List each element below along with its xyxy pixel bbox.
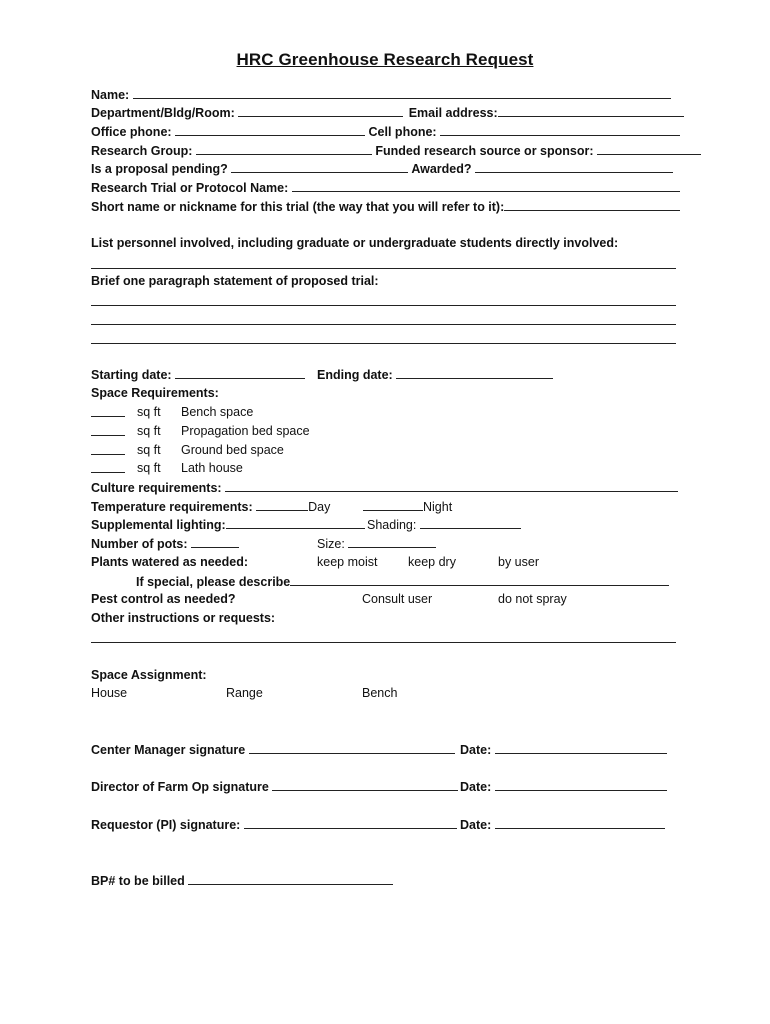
personnel-label: List personnel involved, including graduate or undergraduate students directly involved:: [91, 236, 619, 250]
ending-date-label: Ending date:: [317, 368, 393, 382]
culture-field[interactable]: [225, 480, 678, 492]
space-item-propagation: [91, 424, 125, 440]
requestor-date-row: [460, 817, 665, 833]
department-row: [91, 105, 684, 121]
house-label: House: [91, 686, 128, 700]
space-qty-field[interactable]: [91, 424, 125, 436]
trial-name-field[interactable]: [292, 180, 680, 192]
name-label: Name:: [91, 88, 130, 102]
requestor-signature-field[interactable]: [244, 817, 457, 829]
consult-user-option[interactable]: Consult user: [362, 592, 433, 606]
lighting-label: Supplemental lighting:: [91, 518, 226, 532]
space-qty-field[interactable]: [91, 405, 125, 417]
culture-label: Culture requirements:: [91, 481, 222, 495]
do-not-spray-option[interactable]: do not spray: [498, 592, 567, 606]
starting-date-row: [91, 367, 305, 383]
pots-row: [91, 536, 239, 552]
funded-field[interactable]: [597, 143, 701, 155]
special-field[interactable]: [290, 574, 669, 586]
form-title: HRC Greenhouse Research Request: [236, 50, 534, 69]
space-item-lath-house: [91, 461, 125, 477]
starting-date-field[interactable]: [175, 367, 305, 379]
bp-field[interactable]: [188, 873, 393, 885]
bp-row: [91, 873, 393, 889]
personnel-field[interactable]: [91, 268, 676, 269]
space-qty-field[interactable]: [91, 461, 125, 473]
statement-label: Brief one paragraph statement of proposed trial:: [91, 274, 379, 288]
space-qty-field[interactable]: [91, 443, 125, 455]
director-row: [91, 779, 458, 795]
department-field[interactable]: [238, 105, 403, 117]
email-field[interactable]: [498, 105, 684, 117]
space-unit: sq ft: [137, 405, 161, 419]
culture-row: [91, 480, 678, 496]
temperature-label: Temperature requirements:: [91, 500, 253, 514]
short-name-label: Short name or nickname for this trial (the way that you will refer to it):: [91, 200, 505, 214]
requestor-date-field[interactable]: [495, 817, 665, 829]
space-requirements-label: Space Requirements:: [91, 386, 219, 400]
email-label: Email address:: [408, 106, 498, 120]
size-label: Size:: [317, 537, 345, 551]
proposal-pending-label: Is a proposal pending?: [91, 162, 228, 176]
pots-field[interactable]: [191, 536, 239, 548]
name-field[interactable]: [133, 87, 671, 99]
size-field[interactable]: [348, 536, 436, 548]
day-label: Day: [308, 500, 331, 514]
bench-label: Bench: [362, 686, 398, 700]
center-manager-date-field[interactable]: [495, 742, 667, 754]
date-label: Date:: [460, 780, 492, 794]
requestor-label: Requestor (PI) signature:: [91, 818, 241, 832]
cell-phone-label: Cell phone:: [368, 125, 437, 139]
temperature-night-field[interactable]: [363, 499, 423, 511]
by-user-option[interactable]: by user: [498, 555, 539, 569]
center-manager-date-row: [460, 742, 667, 758]
lighting-row: [91, 517, 365, 533]
space-unit: sq ft: [137, 461, 161, 475]
statement-line-2[interactable]: [91, 324, 676, 325]
office-phone-label: Office phone:: [91, 125, 172, 139]
other-instructions-label: Other instructions or requests:: [91, 611, 276, 625]
space-item-label: Lath house: [181, 461, 243, 475]
shading-row: [367, 517, 521, 533]
director-date-field[interactable]: [495, 779, 667, 791]
other-instructions-field[interactable]: [91, 642, 676, 643]
space-item-ground-bed: [91, 443, 125, 459]
space-item-bench: [91, 405, 125, 421]
pots-label: Number of pots:: [91, 537, 188, 551]
space-item-label: Ground bed space: [181, 443, 284, 457]
office-phone-field[interactable]: [175, 124, 365, 136]
department-label: Department/Bldg/Room:: [91, 106, 235, 120]
lighting-field[interactable]: [226, 517, 365, 529]
keep-moist-option[interactable]: keep moist: [317, 555, 378, 569]
funded-label: Funded research source or sponsor:: [375, 144, 594, 158]
pest-control-label: Pest control as needed?: [91, 592, 236, 606]
trial-name-label: Research Trial or Protocol Name:: [91, 181, 289, 195]
bp-label: BP# to be billed: [91, 874, 185, 888]
watered-label: Plants watered as needed:: [91, 555, 249, 569]
phone-row: [91, 124, 680, 140]
proposal-row: [91, 161, 673, 177]
ending-date-field[interactable]: [396, 367, 553, 379]
research-group-label: Research Group:: [91, 144, 193, 158]
space-unit: sq ft: [137, 424, 161, 438]
statement-line-1[interactable]: [91, 305, 676, 306]
space-item-label: Propagation bed space: [181, 424, 310, 438]
research-group-field[interactable]: [196, 143, 372, 155]
shading-field[interactable]: [420, 517, 521, 529]
trial-name-row: [91, 180, 680, 196]
night-label: Night: [423, 500, 453, 514]
space-item-label: Bench space: [181, 405, 254, 419]
special-label: If special, please describe: [136, 575, 291, 589]
date-label: Date:: [460, 743, 492, 757]
temperature-night: [363, 499, 452, 515]
director-signature-field[interactable]: [272, 779, 458, 791]
special-row: [136, 574, 669, 590]
requestor-row: [91, 817, 457, 833]
temperature-day-field[interactable]: [256, 499, 308, 511]
cell-phone-field[interactable]: [440, 124, 680, 136]
temperature-row: [91, 499, 330, 515]
statement-line-3[interactable]: [91, 343, 676, 344]
date-label: Date:: [460, 818, 492, 832]
size-row: [317, 536, 436, 552]
center-manager-row: [91, 742, 455, 758]
director-date-row: [460, 779, 667, 795]
range-label: Range: [226, 686, 263, 700]
name-row: [91, 87, 671, 103]
director-label: Director of Farm Op signature: [91, 780, 269, 794]
research-group-row: [91, 143, 701, 159]
awarded-label: Awarded?: [411, 162, 472, 176]
keep-dry-option[interactable]: keep dry: [408, 555, 456, 569]
ending-date-row: [317, 367, 553, 383]
short-name-row: [91, 199, 680, 215]
center-manager-label: Center Manager signature: [91, 743, 246, 757]
awarded-field[interactable]: [475, 161, 673, 173]
space-unit: sq ft: [137, 443, 161, 457]
space-assignment-label: Space Assignment:: [91, 668, 207, 682]
proposal-pending-field[interactable]: [231, 161, 408, 173]
center-manager-signature-field[interactable]: [249, 742, 455, 754]
starting-date-label: Starting date:: [91, 368, 172, 382]
short-name-field[interactable]: [504, 199, 680, 211]
shading-label: Shading:: [367, 518, 417, 532]
